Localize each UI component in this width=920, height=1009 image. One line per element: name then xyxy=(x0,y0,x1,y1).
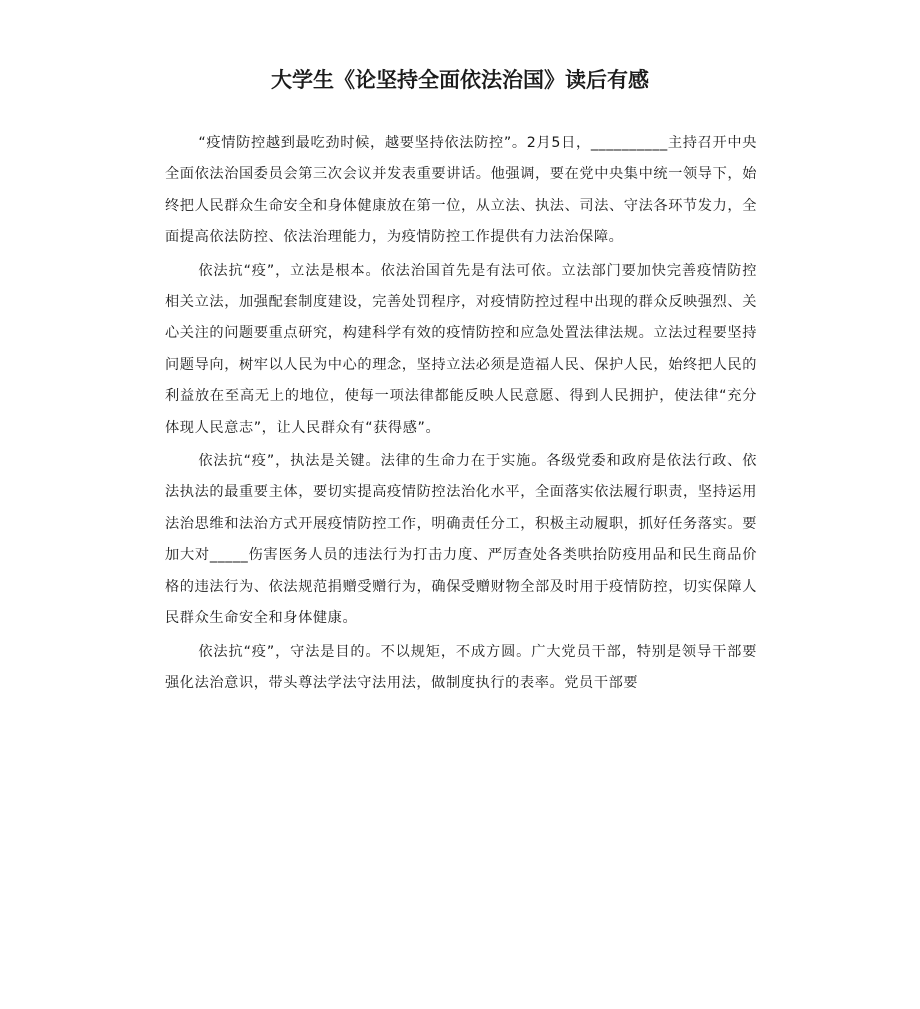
document-body xyxy=(165,128,757,701)
document-title: 大学生《论坚持全面依法治国》读后有感 xyxy=(271,68,649,92)
paragraph-legislation: 依法抗“疫”，立法是根本。依法治国首先是有法可依。立法部门要加快完善疫情防控相关立法，加强配套制度建设，完善处罚程序，对疫情防控过程中出现的群众反映强烈、关心关注的问题要重点研究，构建科学有效的疫情防控和应急处置法律法规。立法过程要坚持问题导向，树牢以人民为中心的理念，坚持立法必须是造福人民、保护人民，始终把人民的利益放在至高无上的地位，使每一项法律都能反映人民意愿、得到人民拥护，使法律“充分体现人民意志”，让人民群众有“获得感”。 xyxy=(165,262,757,436)
paragraph-intro: “疫情防控越到最吃劲时候，越要坚持依法防控”。2月5日，__________主持召开中央全面依法治国委员会第三次会议并发表重要讲话。他强调，要在党中央集中统一领导下，始终把人民群众生命安全和身体健康放在第一位，从立法、执法、司法、守法各环节发力，全面提高依法防控、依法治理能力，为疫情防控工作提供有力法治保障。 xyxy=(165,135,757,246)
paragraph-compliance: 依法抗“疫”，守法是目的。不以规矩，不成方圆。广大党员干部，特别是领导干部要强化法治意识，带头尊法学法守法用法，做制度执行的表率。党员干部要 xyxy=(165,643,757,691)
paragraph-enforcement: 依法抗“疫”，执法是关键。法律的生命力在于实施。各级党委和政府是依法行政、依法执法的最重要主体，要切实提高疫情防控法治化水平，全面落实依法履行职责，坚持运用法治思维和法治方式开展疫情防控工作，明确责任分工，积极主动履职，抓好任务落实。要加大对_____伤害医务人员的违法行为打击力度、严厉查处各类哄抬防疫用品和民生商品价格的违法行为、依法规范捐赠受赠行为，确保受赠财物全部及时用于疫情防控，切实保障人民群众生命安全和身体健康。 xyxy=(165,453,757,627)
